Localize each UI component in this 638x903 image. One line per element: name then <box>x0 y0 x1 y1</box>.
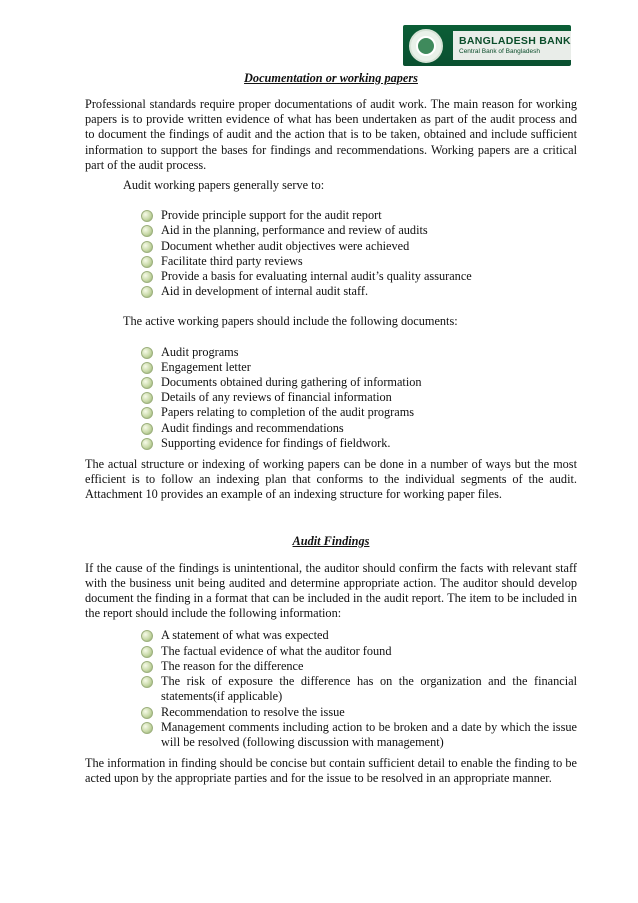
bullet-icon <box>141 271 153 283</box>
list-item: Documents obtained during gathering of information <box>141 375 577 390</box>
logo-text-plate <box>453 31 571 60</box>
bullet-icon <box>141 225 153 237</box>
list-item: The risk of exposure the difference has on the organization and the financial statements(if applicable) <box>141 674 577 704</box>
bullet-icon <box>141 722 153 734</box>
bullet-icon <box>141 210 153 222</box>
bullet-icon <box>141 407 153 419</box>
list-item: Supporting evidence for findings of fieldwork. <box>141 436 577 451</box>
list-item: Audit findings and recommendations <box>141 421 577 436</box>
list-item: Papers relating to completion of the audit programs <box>141 405 577 420</box>
bank-seal-icon <box>409 29 443 63</box>
documentation-closing: The actual structure or indexing of working papers can be done in a number of ways but the most efficient is to follow an indexing plan that conforms to the individual segments of the audit. Attachment 10 provides an example of an indexing structure for working paper files. <box>85 457 577 502</box>
findings-closing: The information in finding should be concise but contain sufficient detail to enable the finding to be acted upon by the appropriate parties and for the issue to be resolved in an appropriate manner. <box>85 756 577 786</box>
documentation-intro: Professional standards require proper documentations of audit work. The main reason for working papers is to provide written evidence of what has been undertaken as part of the audit process and to document the findings of audit and the action that is to be taken, obtained and include sufficient information to support the bases for findings and recommendations. Working papers are a critical part of the audit process. <box>85 97 577 172</box>
bullet-icon <box>141 661 153 673</box>
bullet-icon <box>141 438 153 450</box>
section-title-findings: Audit Findings <box>292 533 370 548</box>
serve-list <box>85 208 577 299</box>
section-title-documentation: Documentation or working papers <box>244 71 418 85</box>
list-item: Engagement letter <box>141 360 577 375</box>
list-item: Document whether audit objectives were achieved <box>141 239 577 254</box>
list-item: Aid in the planning, performance and review of audits <box>141 223 577 238</box>
logo-title: BANGLADESH BANK <box>459 35 571 47</box>
document-body <box>85 71 577 787</box>
bullet-icon <box>141 256 153 268</box>
docs-lead: The active working papers should include the following documents: <box>123 314 458 329</box>
bullet-icon <box>141 392 153 404</box>
bullet-icon <box>141 241 153 253</box>
bullet-icon <box>141 286 153 298</box>
logo-subtitle: Central Bank of Bangladesh <box>459 48 540 55</box>
findings-intro: If the cause of the findings is unintentional, the auditor should confirm the facts with relevant staff with the business unit being audited and determine appropriate action. The auditor should develop document the finding in a format that can be included in the audit report. The item to be included in the report should include the following information: <box>85 560 577 621</box>
list-item: Aid in development of internal audit staff. <box>141 284 577 299</box>
list-item: The factual evidence of what the auditor found <box>141 644 577 659</box>
bullet-icon <box>141 347 153 359</box>
bullet-icon <box>141 676 153 688</box>
list-item: Recommendation to resolve the issue <box>141 705 577 720</box>
list-item: A statement of what was expected <box>141 628 577 643</box>
bullet-icon <box>141 423 153 435</box>
serve-lead: Audit working papers generally serve to: <box>123 178 325 193</box>
list-item: Facilitate third party reviews <box>141 254 577 269</box>
bullet-icon <box>141 362 153 374</box>
findings-list <box>85 628 577 750</box>
bullet-icon <box>141 646 153 658</box>
list-item: Details of any reviews of financial information <box>141 390 577 405</box>
list-item: Audit programs <box>141 345 577 360</box>
docs-list <box>85 345 577 451</box>
list-item: Provide a basis for evaluating internal audit’s quality assurance <box>141 269 577 284</box>
list-item: Management comments including action to be broken and a date by which the issue will be resolved (following discussion with management) <box>141 720 577 750</box>
bullet-icon <box>141 707 153 719</box>
bangladesh-bank-logo <box>403 25 571 66</box>
bullet-icon <box>141 377 153 389</box>
bullet-icon <box>141 630 153 642</box>
list-item: Provide principle support for the audit report <box>141 208 577 223</box>
list-item: The reason for the difference <box>141 659 577 674</box>
